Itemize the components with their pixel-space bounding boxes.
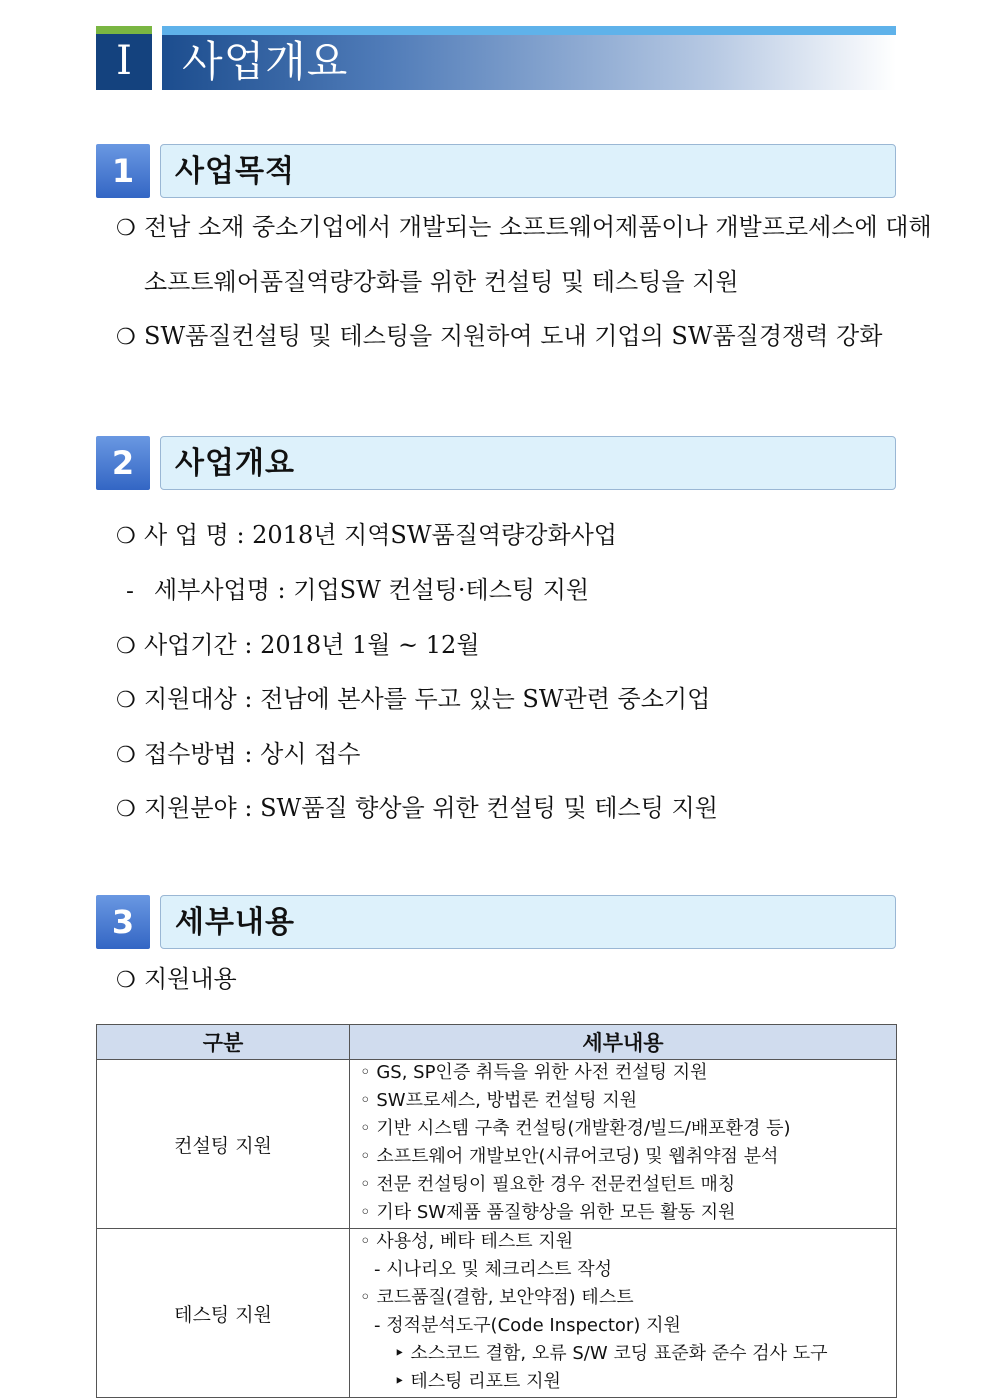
bullet-dash: -: [126, 579, 134, 604]
table-header-row: [97, 1025, 897, 1060]
bullet-circle: ❍: [116, 688, 136, 713]
section-2-header: [160, 436, 896, 490]
section-2-number: 2: [96, 436, 150, 490]
list-item: - 시나리오 및 체크리스트 작성: [374, 1259, 613, 1280]
table-header-category: 구분: [97, 1025, 350, 1060]
chapter-number: I: [96, 26, 152, 90]
overview-text-period: 사업기간 : 2018년 1월 ~ 12월: [144, 631, 480, 659]
list-item: ◦ 전문 컨설팅이 필요한 경우 전문컨설턴트 매칭: [360, 1174, 736, 1195]
bullet-circle: ❍: [116, 968, 136, 993]
purpose-line-1: [116, 212, 932, 244]
bullet-circle: ❍: [116, 524, 136, 549]
overview-line-subproject: [126, 575, 589, 607]
purpose-line-3: [116, 321, 882, 353]
list-item: ◦ 소프트웨어 개발보안(시큐어코딩) 및 웹취약점 분석: [360, 1146, 779, 1167]
bullet-circle: ❍: [116, 216, 136, 241]
purpose-text-2: 소프트웨어품질역량강화를 위한 컨설팅 및 테스팅을 지원: [144, 268, 739, 296]
section-3-number: 3: [96, 895, 150, 949]
overview-line-period: [116, 630, 480, 662]
bullet-circle: ❍: [116, 797, 136, 822]
bullet-circle: ❍: [116, 634, 136, 659]
details-text-support: 지원내용: [144, 965, 237, 993]
section-1-title: 사업목적: [175, 154, 295, 189]
overview-text-application: 접수방법 : 상시 접수: [144, 740, 361, 768]
bullet-circle: ❍: [116, 743, 136, 768]
table-row: [97, 1229, 897, 1398]
section-1-number: 1: [96, 144, 150, 198]
list-item: ◦ GS, SP인증 취득을 위한 사전 컨설팅 지원: [360, 1062, 708, 1083]
section-3-header: [160, 895, 896, 949]
list-item: ‣ 테스팅 리포트 지원: [394, 1371, 561, 1392]
purpose-text-1: 전남 소재 중소기업에서 개발되는 소프트웨어제품이나 개발프로세스에 대해: [144, 213, 932, 241]
list-item: ◦ SW프로세스, 방법론 컨설팅 지원: [360, 1090, 638, 1111]
table-cell-items: [350, 1060, 897, 1229]
overview-line-application: [116, 739, 360, 771]
overview-text-field: 지원분야 : SW품질 향상을 위한 컨설팅 및 테스팅 지원: [144, 794, 718, 822]
table-cell-items: [350, 1229, 897, 1398]
list-item: ◦ 코드품질(결함, 보안약점) 테스트: [360, 1287, 634, 1308]
list-item: - 정적분석도구(Code Inspector) 지원: [374, 1315, 681, 1336]
overview-text-target: 지원대상 : 전남에 본사를 두고 있는 SW관련 중소기업: [144, 685, 711, 713]
purpose-line-2: [144, 267, 739, 297]
overview-line-field: [116, 793, 718, 825]
table-header-details: 세부내용: [350, 1025, 897, 1060]
list-item: ◦ 기반 시스템 구축 컨설팅(개발환경/빌드/배포환경 등): [360, 1118, 791, 1139]
section-2-title: 사업개요: [175, 446, 295, 481]
overview-text-subproject: 세부사업명 : 기업SW 컨설팅·테스팅 지원: [154, 576, 590, 604]
purpose-text-3: SW품질컨설팅 및 테스팅을 지원하여 도내 기업의 SW품질경쟁력 강화: [144, 322, 883, 350]
table-cell-category: 테스팅 지원: [97, 1229, 350, 1398]
chapter-title: 사업개요: [182, 37, 349, 86]
section-3-title: 세부내용: [175, 905, 295, 940]
list-item: ◦ 기타 SW제품 품질향상을 위한 모든 활동 지원: [360, 1202, 736, 1223]
list-item: ◦ 사용성, 베타 테스트 지원: [360, 1231, 574, 1252]
support-details-table: [96, 1024, 897, 1398]
section-1-header: [160, 144, 896, 198]
bullet-circle: ❍: [116, 325, 136, 350]
table-cell-category: 컨설팅 지원: [97, 1060, 350, 1229]
list-item: ‣ 소스코드 결함, 오류 S/W 코딩 표준화 준수 검사 도구: [394, 1343, 828, 1364]
overview-line-name: [116, 520, 617, 552]
overview-text-name: 사 업 명 : 2018년 지역SW품질역량강화사업: [144, 521, 617, 549]
overview-line-target: [116, 684, 710, 716]
details-line-support: [116, 964, 237, 996]
table-row: [97, 1060, 897, 1229]
